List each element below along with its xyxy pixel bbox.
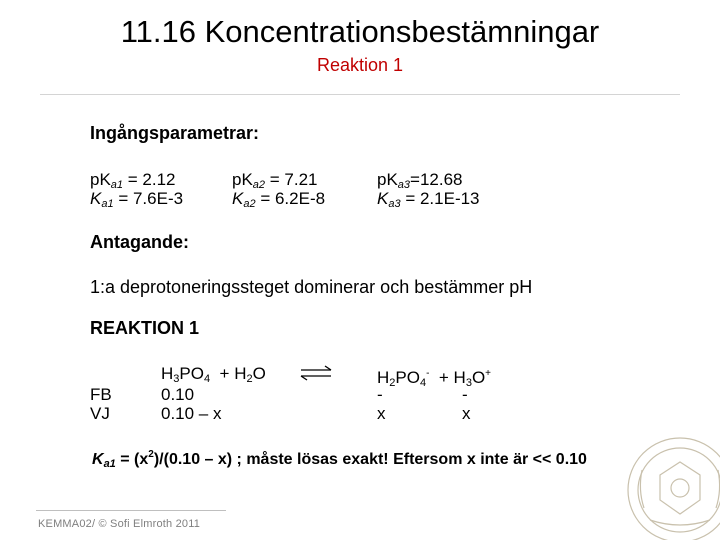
product2-fb-value: - [462,385,468,404]
ka1-line: $K_{a1} = 7.6E-3$ [90,189,184,210]
ka3-line: $K_{a3} = 2.1E-13$ [377,189,480,210]
ka-equation: $K_{a1} = (x^2)/(0.10 - x)$ ; måste lösas exakt! Eftersom x inte är << 0.10 [92,449,587,470]
assumption-text: 1:a deprotoneringssteget dominerar och bestämmer pH [90,277,533,297]
product1-vj-value: x [377,404,386,423]
input-params-heading: Ingångsparametrar: [90,123,260,143]
row-label-vj: VJ [90,404,110,423]
equilibrium-arrows-icon [298,364,334,382]
pka1-line: $pK_{a1} = 2.12$ [90,170,176,191]
page-subtitle: Reaktion 1 [316,55,404,75]
reaction-heading: REAKTION 1 [90,318,200,338]
reactant-fb-value: 0.10 [161,385,195,404]
product2-vj-value: x [462,404,471,423]
reactants: $H_3PO_4 + H_2O$ [161,364,266,385]
footer-divider [36,510,226,511]
row-label-fb: FB [90,385,112,404]
reactant-vj-value: 0.10 – x [161,404,222,423]
university-seal-icon [620,430,720,540]
assumption-heading: Antagande: [90,232,189,252]
products: $H_2PO_4^- + H_3O^+$ [377,368,492,389]
footer-text: KEMMA02/ © Sofi Elmroth 2011 [38,518,201,530]
title-divider [40,94,680,95]
pka2-line: $pK_{a2} = 7.21$ [232,170,318,191]
pka3-line: $pK_{a3}=12.68$ [377,170,463,191]
page-title: 11.16 Koncentrationsbestämningar [120,14,600,49]
product1-fb-value: - [377,385,383,404]
ka2-line: $K_{a2} = 6.2E-8$ [232,189,326,210]
